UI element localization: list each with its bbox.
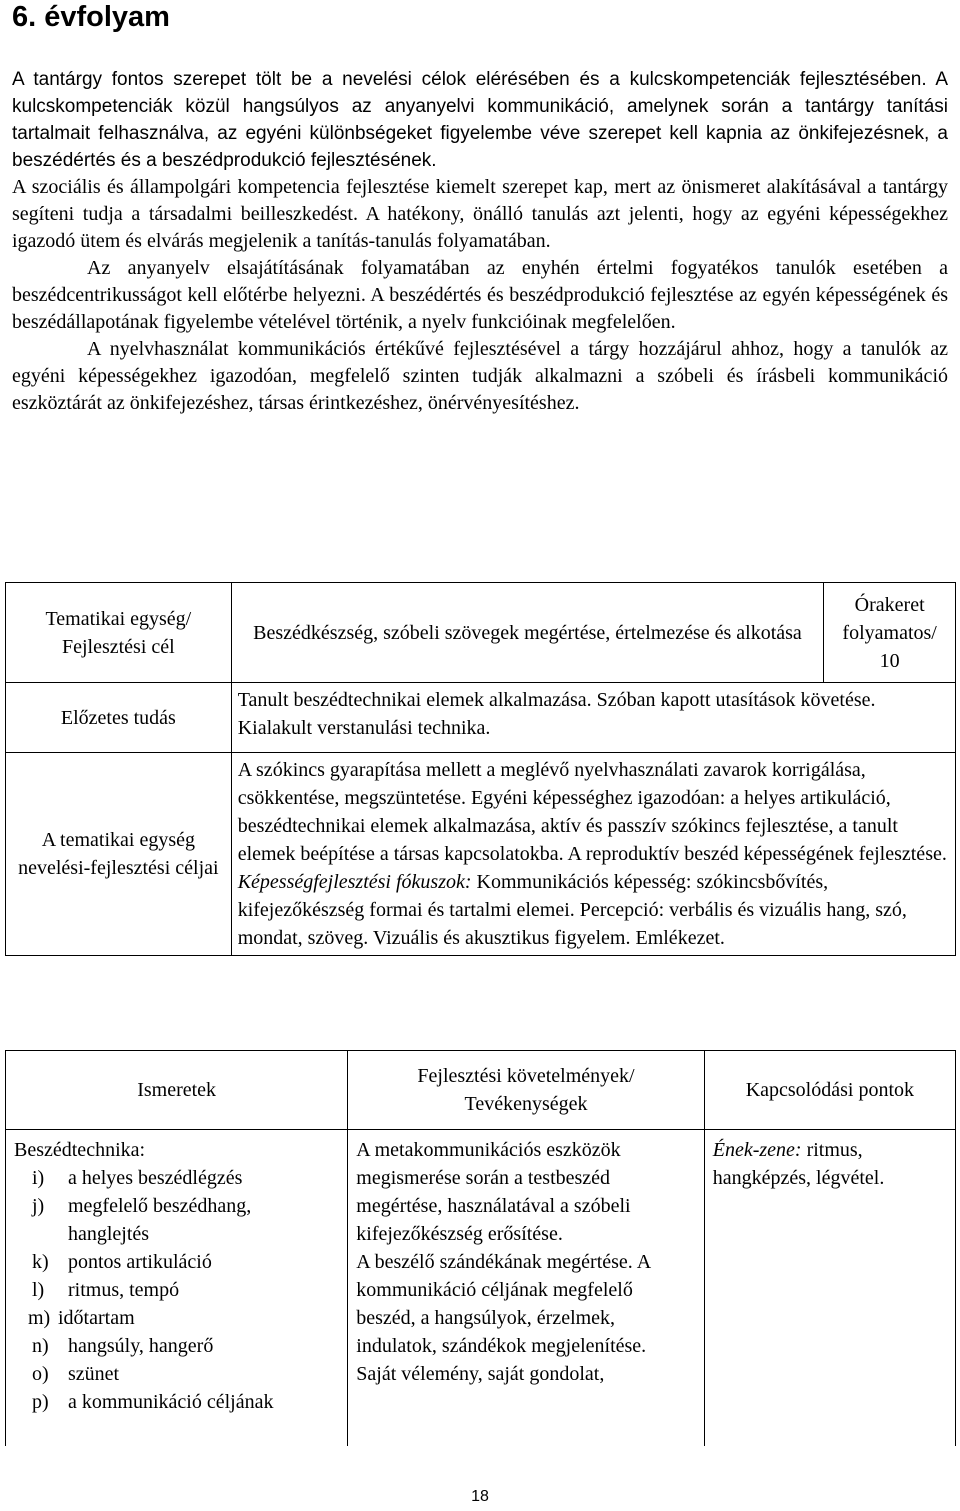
item-label: o)	[32, 1363, 49, 1385]
item-label: k)	[32, 1251, 49, 1273]
list-item	[14, 1332, 339, 1360]
intro-paragraph-1b: A szociális és állampolgári kompetencia fejlesztése kiemelt szerepet kap, mert az önismeret alakításával a tantárgy segíteni tudja a társadalmi beilleszkedést. A hatékony, önálló tanulás azt jelenti, hogy az egyéni képességekhez igazodó ütem és elvárás megjelenik a tanítás-tanulás folyamatában.	[12, 176, 948, 252]
hours-label: Órakeret folyamatos/	[842, 593, 937, 644]
list-item	[14, 1276, 339, 1304]
intro-paragraph-3: A nyelvhasználat kommunikációs értékűvé fejlesztésével a tárgy hozzájárul ahhoz, hogy a tanulók az egyéni képességekhez igazodóan, megfelelő szinten tudják alkalmazni a szóbeli és írásbeli kommunikáció eszköztárát az önkifejezéshez, társas érintkezéshez, önérvényesítéshez.	[12, 338, 948, 414]
requirements-header: Fejlesztési követelmények/ Tevékenységek	[348, 1051, 704, 1130]
item-label: l)	[32, 1279, 45, 1301]
prior-knowledge-text: Tanult beszédtechnikai elemek alkalmazása. Szóban kapott utasítások követése. Kialakult verstanulási technika.	[231, 683, 955, 753]
list-item	[14, 1360, 339, 1388]
list-item	[14, 1164, 339, 1192]
focus-text: Kommunikációs képesség: szókincsbővítés, kifejezőkészség formai és tartalmi elemei. Percepció: verbális és vizuális hang, szó, mondat, szöveg. Vizuális és akusztikus figyelem. Emlékezet.	[237, 871, 907, 949]
knowledge-cell	[6, 1130, 348, 1447]
requirements-paragraph-2: A beszélő szándékának megértése. A kommunikáció céljának megfelelő beszéd, a hangsúlyok, érzelmek, indulatok, szándékok megjelenítése.	[356, 1251, 651, 1357]
hours-cell	[824, 583, 956, 683]
intro-text	[12, 66, 948, 417]
intro-paragraph-1: A tantárgy fontos szerepet tölt be a nevelési célok elérésében és a kulcskompetenciák fejlesztésében. A kulcskompetenciák közül hangsúlyos az anyanyelvi kommunikáció, amelynek során a tantárgy tanítási tartalmait felhasználva, az egyéni különbségeket figyelembe véve szerepet kell kapnia az önkifejezésnek, a beszédértés és a beszédprodukció fejlesztésének.	[12, 69, 948, 171]
page-number: 18	[471, 1488, 489, 1505]
links-header: Kapcsolódási pontok	[704, 1051, 955, 1130]
item-label: i)	[32, 1167, 45, 1189]
list-item	[14, 1248, 339, 1276]
item-label: p)	[32, 1391, 49, 1413]
item-label: n)	[32, 1335, 49, 1357]
goals-text: A szókincs gyarapítása mellett a meglévő nyelvhasználati zavarok korrigálása, csökkentése, megszüntetése. Egyéni képességhez igazodóan: a helyes artikuláció, beszédtechnikai elemek alkalmazása, aktív és passzív szókincs fejlesztése, a tanult elemek beépítése a társas kapcsolatokba. A reproduktív beszéd képességének fejlesztése.	[237, 759, 947, 865]
item-text: megfelelő beszédhang, hanglejtés	[68, 1195, 252, 1245]
links-text: ritmus, hangképzés, légvétel.	[712, 1139, 885, 1189]
item-text: időtartam	[58, 1307, 135, 1329]
item-text: a kommunikáció céljának	[68, 1391, 274, 1413]
links-cell	[704, 1130, 955, 1447]
hours-value: 10	[879, 649, 900, 672]
list-item	[14, 1192, 339, 1248]
requirements-paragraph-3: Saját vélemény, saját gondolat,	[356, 1363, 605, 1385]
item-label: j)	[32, 1195, 45, 1217]
item-text: hangsúly, hangerő	[68, 1335, 214, 1357]
page-title: 6. évfolyam	[12, 1, 170, 33]
requirements-paragraph-1: A metakommunikációs eszközök megismerése során a testbeszéd megértése, használatával a szóbeli kifejezőkészség erősítése.	[356, 1139, 631, 1245]
item-label: m)	[28, 1307, 51, 1329]
list-item	[14, 1304, 339, 1332]
knowledge-title: Beszédtechnika:	[14, 1139, 146, 1161]
unit-table	[5, 582, 956, 956]
unit-label: Tematikai egység/ Fejlesztési cél	[6, 583, 232, 683]
item-text: szünet	[68, 1363, 120, 1385]
goals-label: A tematikai egység nevelési-fejlesztési céljai	[6, 753, 232, 956]
knowledge-list	[14, 1164, 339, 1416]
prior-knowledge-label: Előzetes tudás	[6, 683, 232, 753]
content-table	[5, 1050, 956, 1446]
item-text: a helyes beszédlégzés	[68, 1167, 243, 1189]
knowledge-header: Ismeretek	[6, 1051, 348, 1130]
unit-title: Beszédkészség, szóbeli szövegek megértése, értelmezése és alkotása	[231, 583, 824, 683]
links-label: Ének-zene:	[712, 1139, 802, 1161]
item-text: ritmus, tempó	[68, 1279, 180, 1301]
focus-label: Képességfejlesztési fókuszok:	[237, 871, 472, 893]
intro-paragraph-2: Az anyanyelv elsajátításának folyamatában az enyhén értelmi fogyatékos tanulók esetében a beszédcentrikusságot kell előtérbe helyezni. A beszédértés és beszédprodukció fejlesztése az egyén képességének és beszédállapotának figyelembe vételével történik, a nyelv funkcióinak megfelelően.	[12, 257, 948, 333]
goals-cell	[231, 753, 955, 956]
focus-block	[238, 868, 951, 952]
requirements-cell	[348, 1130, 704, 1447]
list-item	[14, 1388, 339, 1416]
item-text: pontos artikuláció	[68, 1251, 212, 1273]
